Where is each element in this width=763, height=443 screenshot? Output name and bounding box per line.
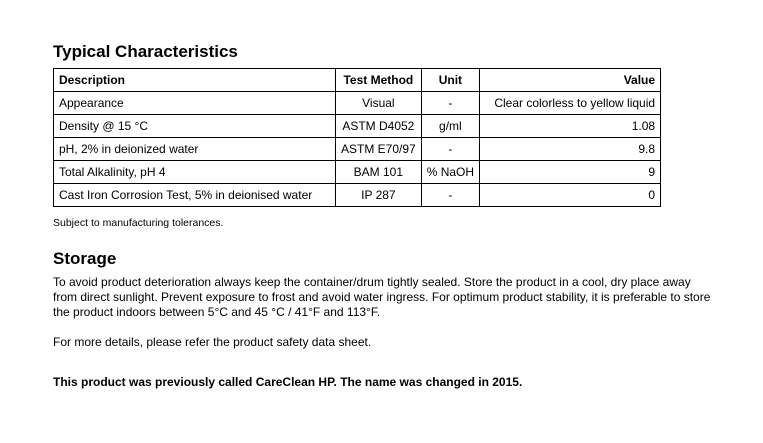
cell-value: 9.8 (480, 138, 661, 161)
cell-description: Cast Iron Corrosion Test, 5% in deionised water (54, 184, 336, 207)
table-row (54, 115, 661, 138)
header-unit: Unit (421, 69, 479, 92)
cell-test-method: Visual (336, 92, 422, 115)
cell-unit: g/ml (421, 115, 479, 138)
safety-data-sheet-note: For more details, please refer the product safety data sheet. (53, 335, 372, 349)
cell-test-method: ASTM E70/97 (336, 138, 422, 161)
cell-value: 0 (480, 184, 661, 207)
table-row (54, 92, 661, 115)
table-header-row (54, 69, 661, 92)
table-row (54, 138, 661, 161)
cell-description: Total Alkalinity, pH 4 (54, 161, 336, 184)
cell-test-method: BAM 101 (336, 161, 422, 184)
header-test-method: Test Method (336, 69, 422, 92)
characteristics-table (53, 68, 661, 207)
product-rename-notice: This product was previously called CareClean HP. The name was changed in 2015. (53, 375, 523, 389)
cell-description: Density @ 15 °C (54, 115, 336, 138)
storage-paragraph: To avoid product deterioration always keep the container/drum tightly sealed. Store the product in a cool, dry place away from direct sunlight. Prevent exposure to frost and avoid water ingress. For optimum product stability, it is preferable to store the product indoors between 5°C and 45 °C / 41°F and 113°F. (53, 275, 711, 319)
cell-test-method: IP 287 (336, 184, 422, 207)
header-description: Description (54, 69, 336, 92)
cell-value: Clear colorless to yellow liquid (480, 92, 661, 115)
header-value: Value (480, 69, 661, 92)
storage-heading: Storage (53, 249, 117, 268)
cell-unit: - (421, 184, 479, 207)
cell-unit: % NaOH (421, 161, 479, 184)
cell-description: pH, 2% in deionized water (54, 138, 336, 161)
typical-characteristics-heading: Typical Characteristics (53, 42, 238, 61)
cell-unit: - (421, 92, 479, 115)
table-row (54, 184, 661, 207)
table-row (54, 161, 661, 184)
cell-test-method: ASTM D4052 (336, 115, 422, 138)
cell-unit: - (421, 138, 479, 161)
tolerance-note: Subject to manufacturing tolerances. (53, 217, 224, 229)
cell-description: Appearance (54, 92, 336, 115)
cell-value: 1.08 (480, 115, 661, 138)
cell-value: 9 (480, 161, 661, 184)
